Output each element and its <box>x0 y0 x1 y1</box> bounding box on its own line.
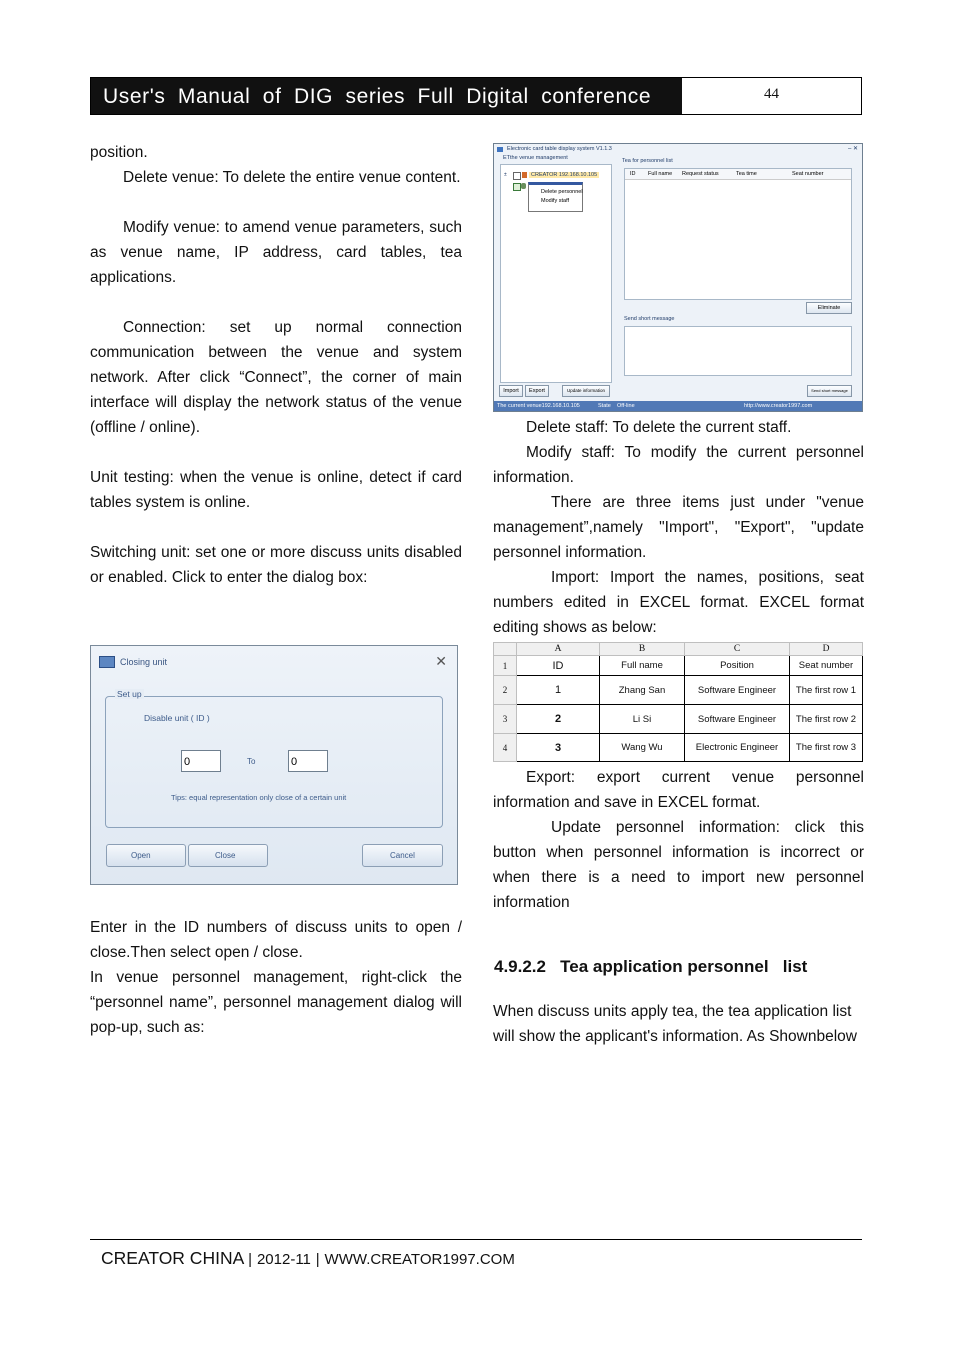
status-state-label: State <box>598 403 611 409</box>
footer-divider <box>90 1239 862 1240</box>
paragraph-when-discuss: When discuss units apply tea, the tea application list will show the applicant's information. As Shownbelow <box>493 1003 857 1045</box>
app-screenshot: Electronic card table display system V1.1.3 – ✕ ETthe venue management ± CREATOR 192.168.10.105 Delete personnel Modify staff Tea for personnel list ID Full name Request status Tea time Seat number Eliminate Send short message Import Export Update information Send short message The current venue192.168.10.105 State Off-line http://www.creator1997.com <box>493 143 863 412</box>
header-cell-seat-number: Seat number <box>790 656 863 676</box>
tips-text: Tips: equal representation only close of a certain unit <box>171 793 347 802</box>
closing-unit-dialog-screenshot <box>90 645 458 885</box>
open-button[interactable]: Open <box>106 844 186 867</box>
row-number: 2 <box>494 676 517 705</box>
checkbox-icon[interactable] <box>513 172 521 180</box>
paragraph-connection: Connection: set up normal connection communication between the venue and system network. After click “Connect”, the corner of main interface will display the network status of the venue (offline / online). <box>90 319 462 436</box>
table-cell: Li Si <box>600 705 685 734</box>
context-menu <box>528 182 583 212</box>
column-request-status: Request status <box>682 171 719 177</box>
section-heading: 4.9.2.2 Tea application personnel list <box>494 957 808 976</box>
app-title: Electronic card table display system V1.1.3 <box>507 146 612 152</box>
paragraph-export: Export: export current venue personnel information and save in EXCEL format. <box>493 769 864 811</box>
short-message-input[interactable] <box>624 326 852 376</box>
paragraph-delete-venue: Delete venue: To delete the entire venue content. <box>123 169 461 186</box>
row-number: 3 <box>494 705 517 734</box>
footer-website: WWW.CREATOR1997.COM <box>324 1251 515 1268</box>
cancel-button[interactable]: Cancel <box>362 844 443 867</box>
right-panel-title: Tea for personnel list <box>622 158 673 164</box>
table-cell: The first row 3 <box>790 734 863 762</box>
footer-separator: | <box>315 1251 320 1268</box>
eliminate-button[interactable]: Eliminate <box>806 302 852 314</box>
paragraph-delete-staff: Delete staff: To delete the current staff. <box>526 419 792 436</box>
right-column-upper <box>493 415 864 640</box>
row-number: 4 <box>494 734 517 762</box>
disable-unit-label: Disable unit ( ID ) <box>144 713 210 723</box>
to-label: To <box>247 757 256 766</box>
dialog-title: Closing unit <box>120 657 168 667</box>
column-id: ID <box>630 171 636 177</box>
table-cell: 3 <box>517 734 600 762</box>
flag-icon <box>522 172 527 178</box>
footer-separator: | <box>248 1251 253 1268</box>
col-letter-c: C <box>685 643 790 656</box>
short-message-label: Send short message <box>624 316 675 322</box>
to-id-input[interactable]: 0 <box>288 750 328 772</box>
paragraph-position: position. <box>90 144 148 161</box>
row-number: 1 <box>494 656 517 676</box>
paragraph-unit-testing: Unit testing: when the venue is online, detect if card tables system is online. <box>90 469 462 511</box>
paragraph-modify-staff: Modify staff: To modify the current personnel information. <box>493 444 864 486</box>
footer-company: CREATOR CHINA <box>101 1248 244 1268</box>
status-venue: The current venue192.168.10.105 <box>497 403 580 409</box>
left-panel-title: ETthe venue management <box>503 155 568 161</box>
table-cell: Software Engineer <box>685 676 790 705</box>
status-url: http://www.creator1997.com <box>744 403 813 409</box>
update-information-button[interactable]: Update information <box>562 385 610 397</box>
col-letter-a: A <box>517 643 600 656</box>
col-letter-b: B <box>600 643 685 656</box>
page-header <box>90 77 862 115</box>
table-cell: 2 <box>517 705 600 734</box>
status-bar <box>494 401 862 411</box>
right-column-tea <box>493 999 864 1049</box>
header-cell-full-name: Full name <box>600 656 685 676</box>
left-column <box>90 140 462 590</box>
header-cell-position: Position <box>685 656 790 676</box>
left-column-lower <box>90 915 462 1040</box>
menu-delete-personnel[interactable]: Delete personnel <box>541 189 583 195</box>
page-number: 44 <box>764 86 779 102</box>
column-full-name: Full name <box>648 171 673 177</box>
table-cell: 1 <box>517 676 600 705</box>
status-offline: Off-line <box>617 403 635 409</box>
app-icon <box>497 147 503 152</box>
paragraph-enter-ids: Enter in the ID numbers of discuss units to open / close.Then select open / close. <box>90 919 462 961</box>
tea-list-panel <box>624 168 852 300</box>
paragraph-modify-venue: Modify venue: to amend venue parameters, such as venue name, IP address, card tables, tea applications. <box>90 219 462 286</box>
checked-icon[interactable] <box>513 183 521 191</box>
window-controls[interactable]: – ✕ <box>847 146 858 152</box>
table-cell: Software Engineer <box>685 705 790 734</box>
monitor-icon <box>99 656 115 668</box>
table-cell: Zhang San <box>600 676 685 705</box>
tree-node-venue[interactable]: CREATOR 192.168.10.105 <box>531 172 598 178</box>
page-footer <box>101 1248 515 1269</box>
table-cell: Wang Wu <box>600 734 685 762</box>
excel-table <box>493 642 863 762</box>
table-cell: Electronic Engineer <box>685 734 790 762</box>
person-icon <box>521 183 526 189</box>
header-title: User's Manual of DIG series Full Digital conference <box>91 78 682 114</box>
export-button[interactable]: Export <box>525 385 549 397</box>
setup-group-label: Set up <box>117 689 142 699</box>
close-button[interactable]: Close <box>188 844 268 867</box>
from-id-input[interactable]: 0 <box>181 750 221 772</box>
footer-date: 2012-11 <box>256 1251 311 1268</box>
dialog-titlebar <box>91 646 457 676</box>
header-cell-id: ID <box>517 656 600 676</box>
column-tea-time: Tea time <box>736 171 757 177</box>
paragraph-right-click: In venue personnel management, right-click the “personnel name”, personnel management dialog will pop-up, such as: <box>90 969 462 1036</box>
column-seat-number: Seat number <box>792 171 824 177</box>
menu-modify-staff[interactable]: Modify staff <box>541 198 570 204</box>
table-cell: The first row 2 <box>790 705 863 734</box>
paragraph-update: Update personnel information: click this button when personnel information is incorrect or when there is a need to import new personnel information <box>493 819 864 911</box>
paragraph-three-items: There are three items just under "venue management”,namely "Import", "Export", "update personnel information. <box>493 494 864 561</box>
table-cell: The first row 1 <box>790 676 863 705</box>
import-button[interactable]: Import <box>499 385 523 397</box>
paragraph-switching-unit: Switching unit: set one or more discuss units disabled or enabled. Click to enter the dialog box: <box>90 544 462 586</box>
send-short-message-button[interactable]: Send short message <box>807 385 852 397</box>
col-letter-d: D <box>790 643 863 656</box>
right-column-lower <box>493 765 864 915</box>
close-icon[interactable]: ✕ <box>435 653 447 669</box>
paragraph-import: Import: Import the names, positions, seat numbers edited in EXCEL format. EXCEL format editing shows as below: <box>493 569 864 636</box>
